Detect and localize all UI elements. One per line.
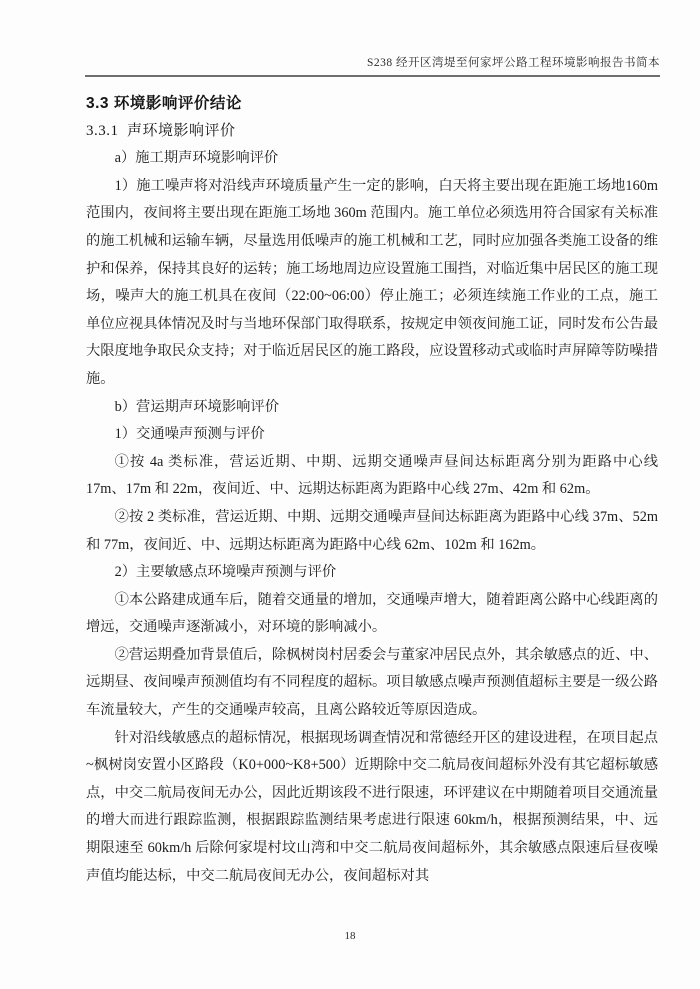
page-number: 18 bbox=[344, 930, 356, 942]
paragraph: 针对沿线敏感点的超标情况，根据现场调查情况和常德经开区的建设进程，在项目起点~枫树岗安置小区路段（K0+000~K8+500）近期除中交二航局夜间超标外没有其它超标敏感点，中交二航局夜间无办公，因此近期该段不进行限速，环评建议在中期随着项目交通流量的增大而进行跟踪监测，根据跟踪监测结果考虑进行限速 60km/h，根据预测结果，中、远期限速至 60km/h 后除何家堤村坟山湾和中交二航局夜间超标外，其余敏感点限速后昼夜噪声值均能达标，中交二航局夜间无办公，夜间超标对其 bbox=[86, 729, 658, 884]
page-header: S238 经开区湾堤至何家坪公路工程环境影响报告书简本 bbox=[85, 54, 660, 77]
paragraph: ①本公路建成通车后，随着交通量的增加，交通噪声增大，随着距离公路中心线距离的增远，交通噪声逐渐减小，对环境的影响减小。 bbox=[86, 591, 658, 636]
paragraph: ②营运期叠加背景值后，除枫树岗村居委会与董家冲居民点外，其余敏感点的近、中、远期昼、夜间噪声预测值均有不同程度的超标。项目敏感点噪声预测值超标主要是一级公路车流量较大，产生的交通噪声较高，且离公路较近等原因造成。 bbox=[86, 646, 658, 719]
section-heading: 3.3 环境影响评价结论 bbox=[86, 95, 242, 112]
document-body bbox=[86, 145, 658, 890]
paragraph: 1）交通噪声预测与评价 bbox=[114, 426, 265, 443]
paragraph: 2）主要敏感点环境噪声预测与评价 bbox=[114, 564, 337, 581]
paragraph: a）施工期声环境影响评价 bbox=[114, 150, 279, 167]
subsection-heading: 3.3.1 声环境影响评价 bbox=[86, 122, 236, 139]
paragraph: ②按 2 类标准，营运近期、中期、远期交通噪声昼间达标距离为距路中心线 37m、52m 和 77m，夜间近、中、远期达标距离为距路中心线 62m、102m 和 162m。 bbox=[86, 508, 658, 553]
paragraph: ①按 4a 类标准，营运近期、中期、远期交通噪声昼间达标距离分别为距路中心线17m、17m 和 22m，夜间近、中、远期达标距离为距路中心线 27m、42m 和 62m。 bbox=[86, 453, 658, 498]
paragraph: b）营运期声环境影响评价 bbox=[114, 398, 280, 415]
document-content bbox=[86, 90, 658, 890]
paragraph: 1）施工噪声将对沿线声环境质量产生一定的影响，白天将主要出现在距施工场地160m 范围内，夜间将主要出现在距施工场地 360m 范围内。施工单位必须选用符合国家有关标准的施工机械和运输车辆，尽量选用低噪声的施工机械和工艺，同时应加强各类施工设备的维护和保养，保持其良好的运转；施工场地周边应设置施工围挡，对临近集中居民区的施工现场，噪声大的施工机具在夜间（22:00~06:00）停止施工；必须连续施工作业的工点，施工单位应视具体情况及时与当地环保部门取得联系，按规定申领夜间施工证，同时发布公告最大限度地争取民众支持；对于临近居民区的施工路段，应设置移动式或临时声屏障等防噪措施。 bbox=[86, 177, 658, 387]
